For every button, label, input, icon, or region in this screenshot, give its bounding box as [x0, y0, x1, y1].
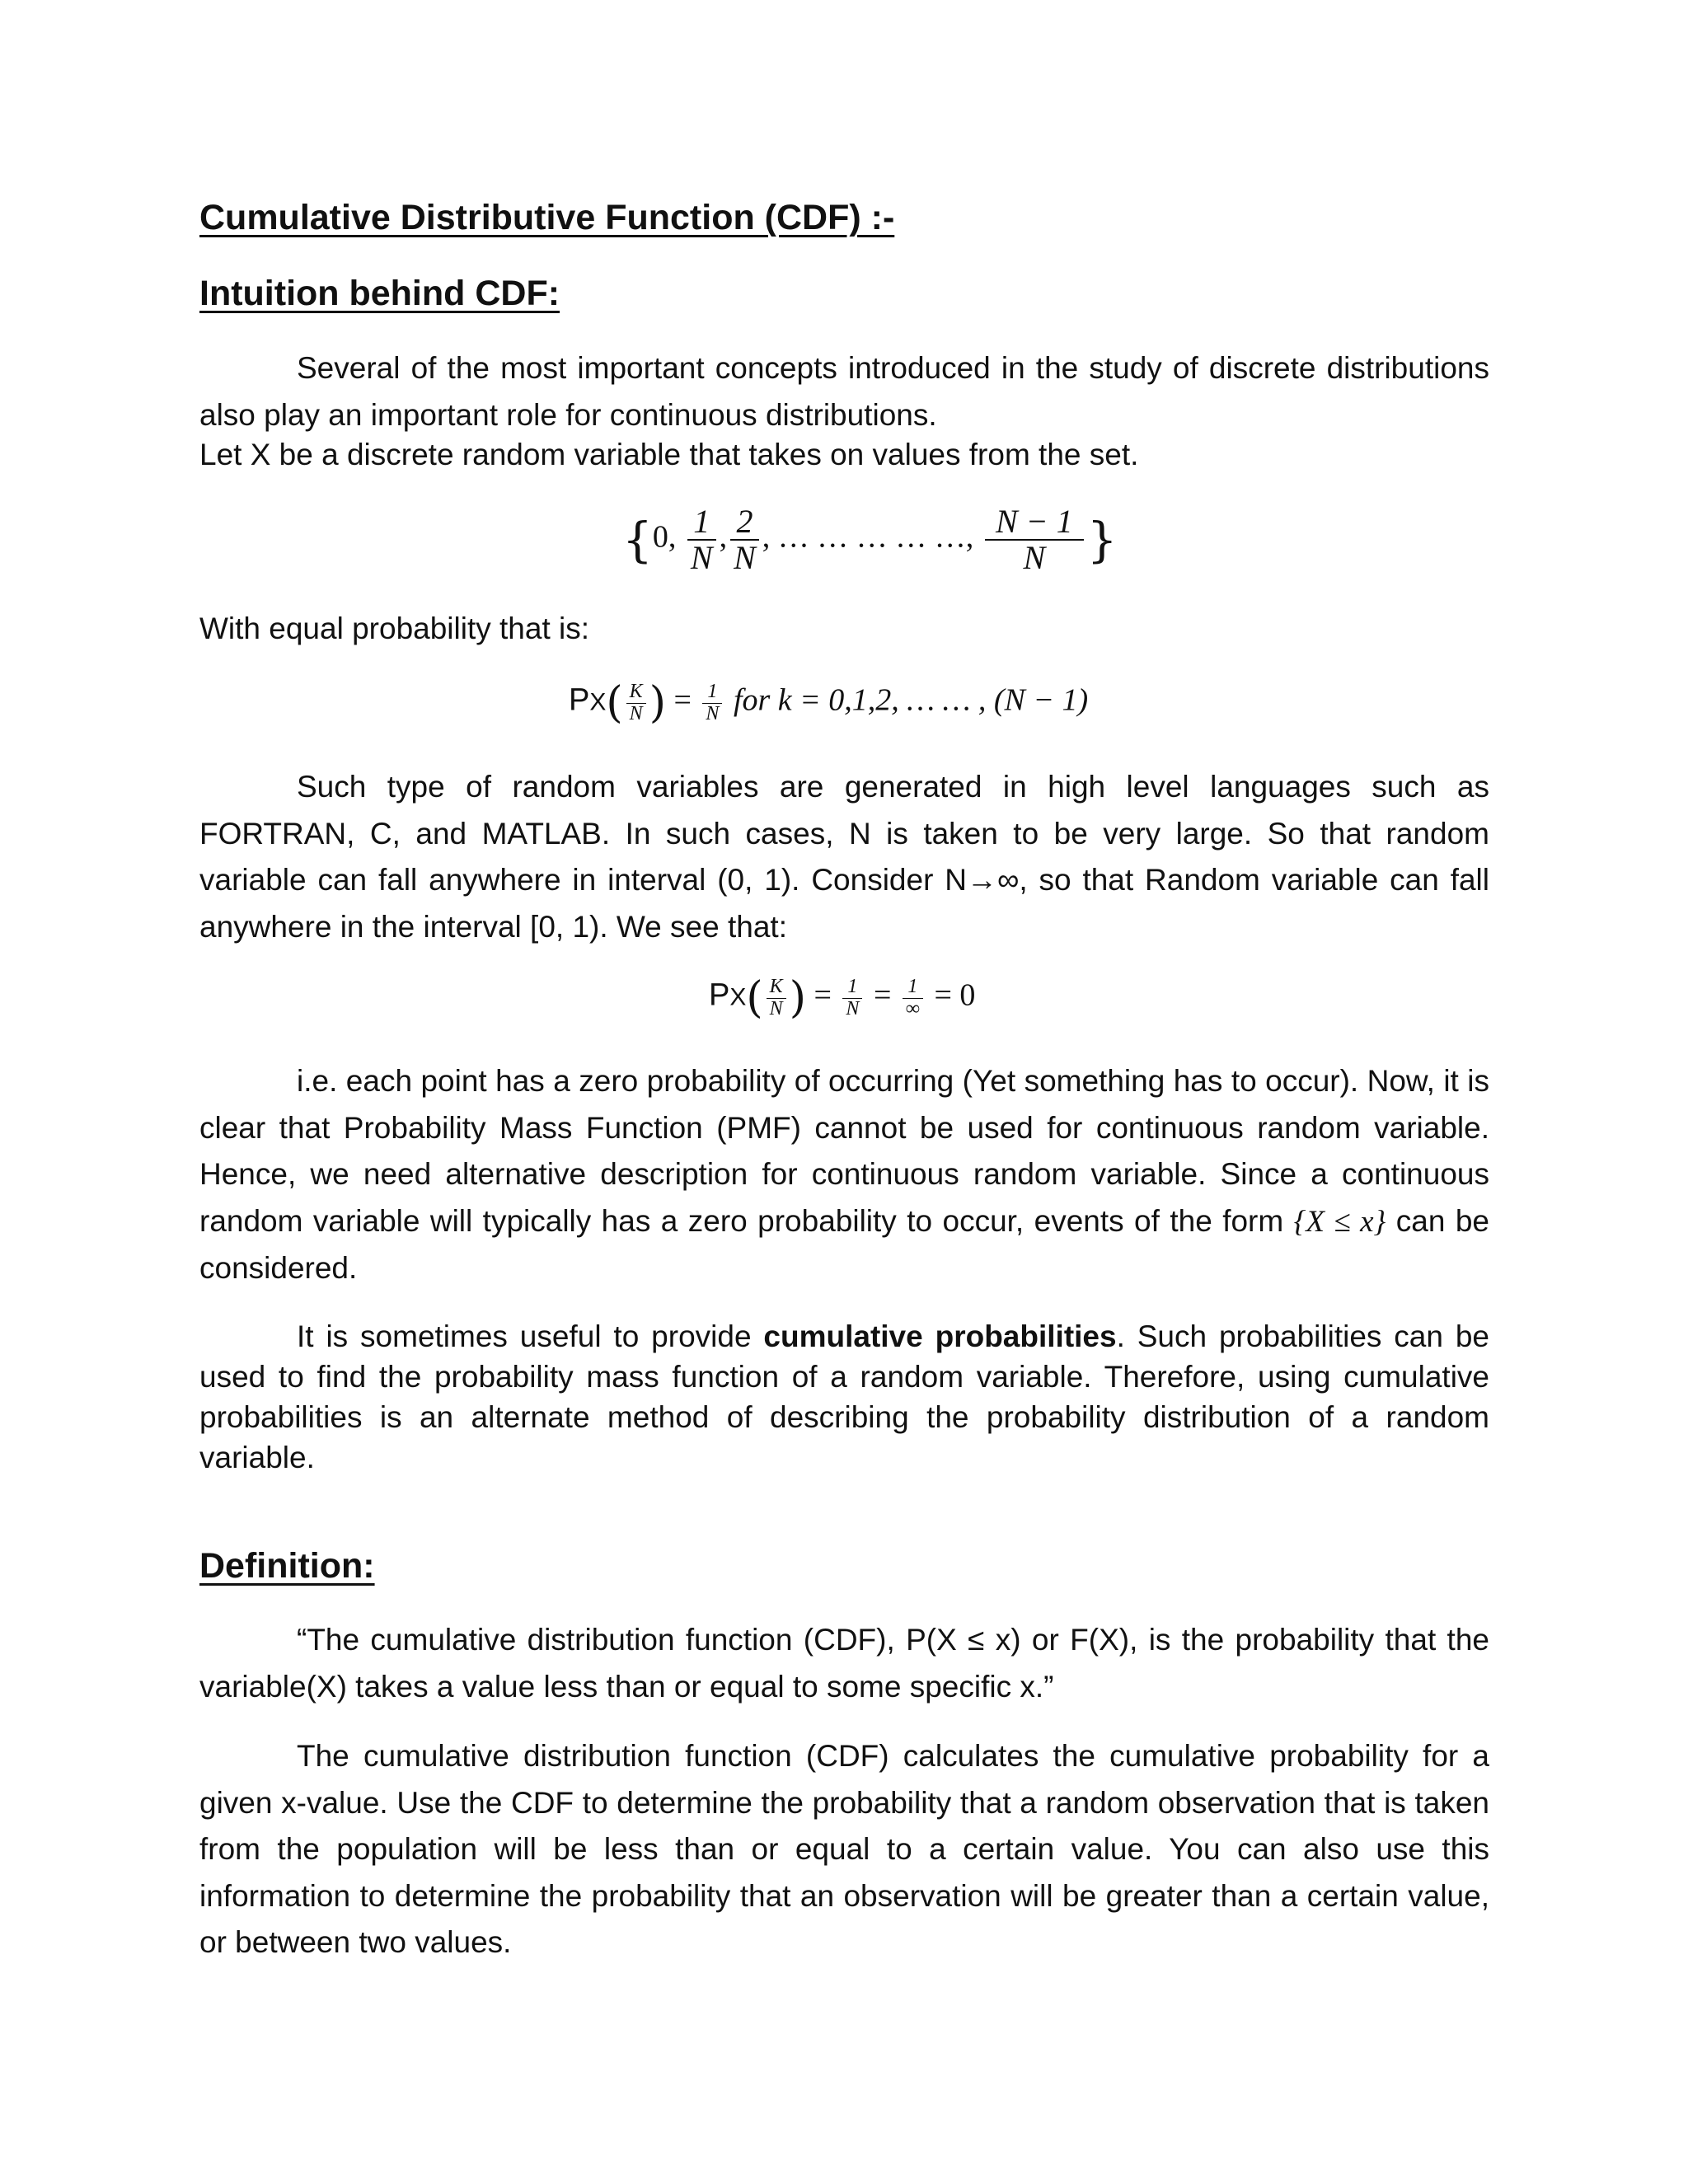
- fraction-1-over-infinity: $\frac{1}{\infty}$: [903, 977, 923, 1019]
- zero-result: = 0: [934, 977, 976, 1013]
- open-brace: {: [622, 512, 653, 568]
- fraction-1-over-n-zero: $\frac{1}{N}$: [842, 977, 862, 1019]
- paragraph-random-generation: [199, 764, 1489, 950]
- set-dots: … … … … …: [777, 519, 966, 555]
- section-heading-intuition: Intuition behind CDF:: [199, 274, 560, 313]
- with-equal-probability: With equal probability that is:: [199, 612, 590, 645]
- fraction-n-minus-1-over-n: $\frac{N - 1}{N}$: [985, 504, 1084, 575]
- pmf-range: for k = 0,1,2, … … , (N − 1): [733, 682, 1089, 718]
- fraction-k-over-n: $\frac{K}{N}$: [626, 682, 646, 724]
- intro-text: Several of the most important concepts introduced in the study of discrete distributions also play an important role for continuous distributions.: [199, 351, 1489, 432]
- paragraph-cdf-usage: [199, 1733, 1489, 1966]
- equation-pmf: PX( $\frac{K}{N}$ ) = $\frac{1}{N}$ for k = 0,1,2, … … , (N − 1): [569, 678, 1089, 728]
- equation-value-set: {0, $\frac{1}{N}$ , $\frac{2}{N}$ , … … … … …, $\frac{N - 1}{N}$ }: [622, 503, 1118, 576]
- cdf-usage-text: The cumulative distribution function (CDF) calculates the cumulative probability for a given x-value. Use the CDF to determine the probability that a random observation that is taken from the population will be less than or equal to a certain value. You can also use this information to determine the probability that an observation will be greater than a certain value, or between two values.: [199, 1739, 1489, 1959]
- set-zero: 0,: [652, 519, 677, 555]
- zero-p: P: [709, 977, 730, 1013]
- paragraph-intro: [199, 345, 1489, 438]
- paragraph-zero-probability: [199, 1058, 1489, 1292]
- cumulative-pre: It is sometimes useful to provide: [297, 1319, 752, 1353]
- fraction-2-over-n: $\frac{2}{N}$: [730, 504, 759, 575]
- cumulative-post: . Such probabilities can be used to find the probability mass function of a random variable. Therefore, using cumulative probabilities is an alternate method of describing the probability distribution of a random variable.: [199, 1319, 1489, 1474]
- fraction-k-over-n-zero: $\frac{K}{N}$: [767, 977, 786, 1019]
- close-brace: }: [1086, 512, 1118, 568]
- section-heading-definition: Definition:: [199, 1546, 375, 1586]
- zero-probability-text: i.e. each point has a zero probability of occurring (Yet something has to occur). Now, it is clear that Probability Mass Function (PMF) cannot be used for continuous random variable. Hence, we need alternative description for continuous random variable. Since a continuous random variable will typically has a zero probability to occur, events of the form: [199, 1064, 1489, 1238]
- paragraph-definition-quote: [199, 1617, 1489, 1710]
- fraction-1-over-n-pmf: $\frac{1}{N}$: [702, 682, 722, 724]
- pmf-equals: =: [673, 682, 692, 718]
- fraction-1-over-n: $\frac{1}{N}$: [687, 504, 716, 575]
- page-title: Cumulative Distributive Function (CDF) :-: [199, 198, 895, 237]
- zero-probability-tail: can be considered.: [199, 1203, 1489, 1285]
- paragraph-cumulative-probabilities: [199, 1316, 1489, 1478]
- equation-zero-probability: PX( $\frac{K}{N}$ ) = $\frac{1}{N}$ = $\frac{1}{\infty}$ = 0: [709, 973, 976, 1023]
- definition-quote-text: “The cumulative distribution function (CDF), P(X ≤ x) or F(X), is the probability that the variable(X) takes a value less than or equal to some specific x.”: [199, 1623, 1489, 1704]
- zero-subscript: X: [729, 983, 747, 1011]
- pmf-subscript: X: [589, 688, 607, 716]
- event-form-math: {X ≤ x}: [1293, 1204, 1386, 1239]
- paragraph-intro-line2: Let X be a discrete random variable that takes on values from the set.: [199, 438, 1139, 471]
- pmf-p: P: [569, 682, 590, 718]
- random-generation-text: Such type of random variables are generated in high level languages such as FORTRAN, C, and MATLAB. In such cases, N is taken to be very large. So that random variable can fall anywhere in interval (0, 1). Consider N→∞, so that Random variable can fall anywhere in the interval [0, 1). We see that:: [199, 770, 1489, 944]
- cumulative-bold: cumulative probabilities: [763, 1319, 1117, 1353]
